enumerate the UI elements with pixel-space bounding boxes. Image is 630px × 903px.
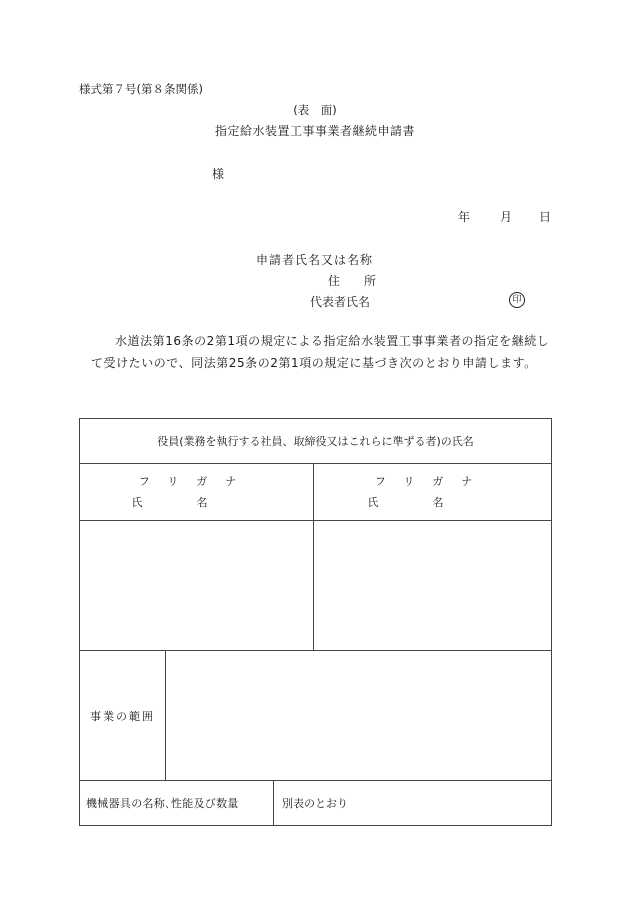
officer-col-right-header [314, 464, 552, 521]
seal-mark: 印 [509, 292, 525, 308]
name-label-left: 氏名 [131, 496, 262, 509]
form-number: 様式第７号(第８条関係) [79, 82, 203, 96]
application-statement: 水道法第16条の2第1項の規定による指定給水装置工事事業者の指定を継続して受けたいので、同法第25条の2第1項の規定に基づき次のとおり申請します。 [91, 334, 550, 370]
document-title: 指定給水装置工事事業者継続申請書 [214, 124, 415, 138]
applicant-name-label: 申請者氏名又は名称 [256, 253, 374, 267]
name-label-right: 氏名 [367, 496, 498, 509]
business-scope-label: 事業の範囲 [80, 651, 166, 781]
equipment-value[interactable]: 別表のとおり [274, 781, 552, 826]
officer-name-field-left[interactable] [80, 521, 314, 651]
officer-col-left-header [80, 464, 314, 521]
date-year: 年 [458, 210, 471, 224]
addressee-suffix: 様 [212, 167, 225, 181]
applicant-address-label: 住 所 [328, 274, 377, 288]
officers-table [79, 418, 552, 826]
representative-name-label: 代表者氏名 [310, 295, 371, 309]
furigana-label-left: フリガナ [138, 475, 255, 488]
equipment-label: 機械器具の名称､性能及び数量 [80, 781, 274, 826]
business-scope-field[interactable] [166, 651, 552, 781]
date-day: 日 [539, 210, 552, 224]
furigana-label-right: フリガナ [374, 475, 491, 488]
officers-header: 役員(業務を執行する社員、取締役又はこれらに準ずる者)の氏名 [80, 419, 552, 464]
officer-name-field-right[interactable] [314, 521, 552, 651]
form-side: (表 面) [293, 103, 337, 117]
date-month: 月 [500, 210, 513, 224]
